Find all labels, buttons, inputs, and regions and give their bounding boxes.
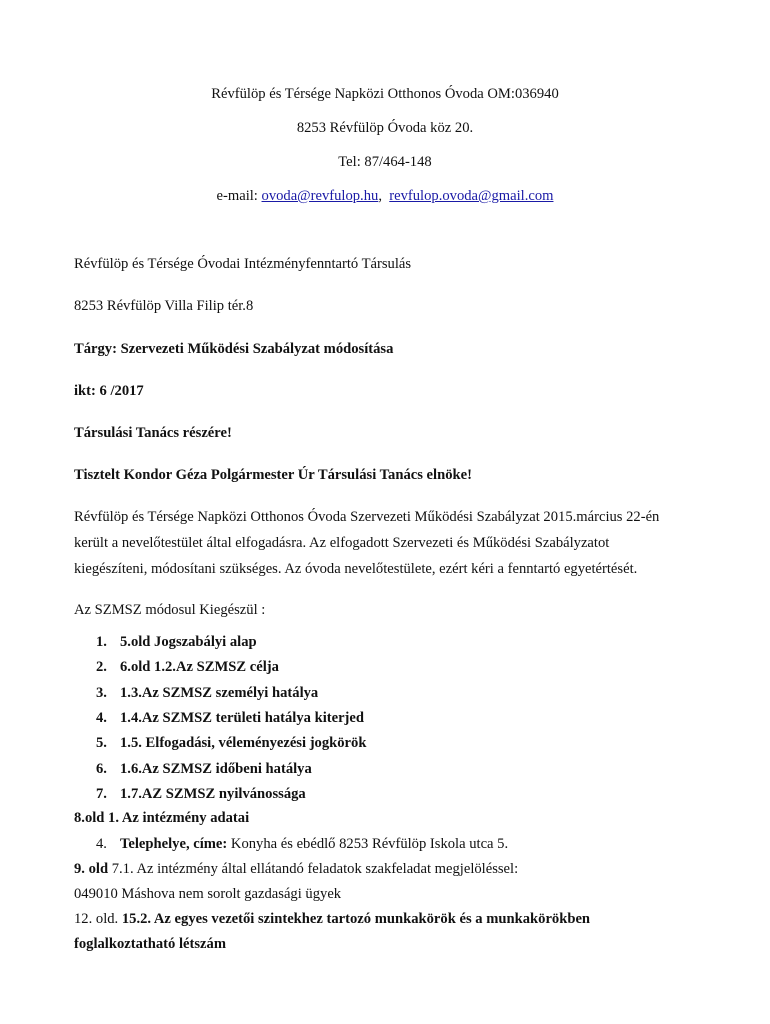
list-item (96, 786, 306, 803)
list-item-text: 1.4.Az SZMSZ területi hatálya kiterjed (120, 710, 365, 726)
list-item-number: 4. (96, 710, 107, 726)
list-item-number: 3. (96, 685, 107, 701)
email-prefix: e-mail: (216, 188, 262, 204)
email-separator: , (378, 188, 390, 204)
site-label: Telephelye, címe: (120, 836, 228, 852)
list-item-number: 5. (96, 735, 107, 751)
body-line: Révfülöp és Térsége Napközi Otthonos Óvoda Szervezeti Működési Szabályzat 2015.március 22-én (74, 509, 660, 525)
section-8-heading: 8.old 1. Az intézmény adatai (74, 810, 250, 826)
list-item (96, 685, 318, 702)
list-item (96, 761, 312, 778)
org-line: Révfülöp és Térsége Napközi Otthonos Óvoda OM:036940 (211, 86, 559, 102)
list-item (96, 634, 257, 651)
list-item-text: 1.6.Az SZMSZ időbeni hatálya (120, 761, 312, 777)
list-item-number: 4. (96, 836, 107, 852)
list-item-text: 1.7.AZ SZMSZ nyilvánossága (120, 786, 306, 802)
list-item-number: 2. (96, 659, 107, 675)
body-line: került a nevelőtestület által elfogadásra. Az elfogadott Szervezeti és Működési Szabályzatot (74, 535, 610, 551)
ikt-number: ikt: 6 /2017 (74, 383, 144, 399)
site-address: Konyha és ebédlő 8253 Révfülöp Iskola utca 5. (227, 836, 509, 852)
list-item-text: 6.old 1.2.Az SZMSZ célja (120, 659, 279, 675)
recipient-address: 8253 Révfülöp Villa Filip tér.8 (74, 298, 254, 314)
list-item-text: 1.5. Elfogadási, véleményezési jogkörök (120, 735, 367, 751)
list-item-number: 7. (96, 786, 107, 802)
list-item-text: 5.old Jogszabályi alap (120, 634, 257, 650)
section-12-title: 15.2. Az egyes vezetői szintekhez tartozó munkakörök és a munkakörökben (121, 911, 591, 927)
list-item-number: 6. (96, 761, 107, 777)
body-line: kiegészíteni, módosítani szükséges. Az óvoda nevelőtestülete, ezért kéri a fenntartó egyetértését. (74, 561, 638, 577)
section-8-item (96, 836, 508, 853)
org-address: 8253 Révfülöp Óvoda köz 20. (296, 120, 474, 136)
list-item (96, 710, 364, 727)
list-item (96, 735, 366, 752)
section-12-line (74, 911, 590, 928)
email-link-1[interactable]: ovoda@revfulop.hu (261, 188, 379, 204)
section-9-text: 7.1. Az intézmény által ellátandó feladatok szakfeladat megjelöléssel: (108, 861, 519, 877)
section-9-code: 049010 Máshova nem sorolt gazdasági ügyek (74, 886, 342, 902)
salutation: Tisztelt Kondor Géza Polgármester Úr Társulási Tanács elnöke! (74, 467, 472, 483)
list-item-number: 1. (96, 634, 107, 650)
section-9-line (74, 861, 518, 878)
addressee: Társulási Tanács részére! (74, 425, 232, 441)
recipient-name: Révfülöp és Térsége Óvodai Intézményfenntartó Társulás (74, 256, 412, 272)
list-intro: Az SZMSZ módosul Kiegészül : (74, 602, 266, 618)
email-link-2[interactable]: revfulop.ovoda@gmail.com (389, 188, 554, 204)
section-12-continuation: foglalkoztatható létszám (74, 936, 226, 952)
list-item (96, 659, 279, 676)
section-12-page: 12. old. (74, 911, 122, 927)
email-line (0, 188, 770, 205)
section-9-label: 9. old (74, 861, 109, 877)
subject-line: Tárgy: Szervezeti Működési Szabályzat módosítása (74, 341, 394, 357)
list-item-text: 1.3.Az SZMSZ személyi hatálya (120, 685, 319, 701)
org-phone: Tel: 87/464-148 (338, 154, 432, 170)
